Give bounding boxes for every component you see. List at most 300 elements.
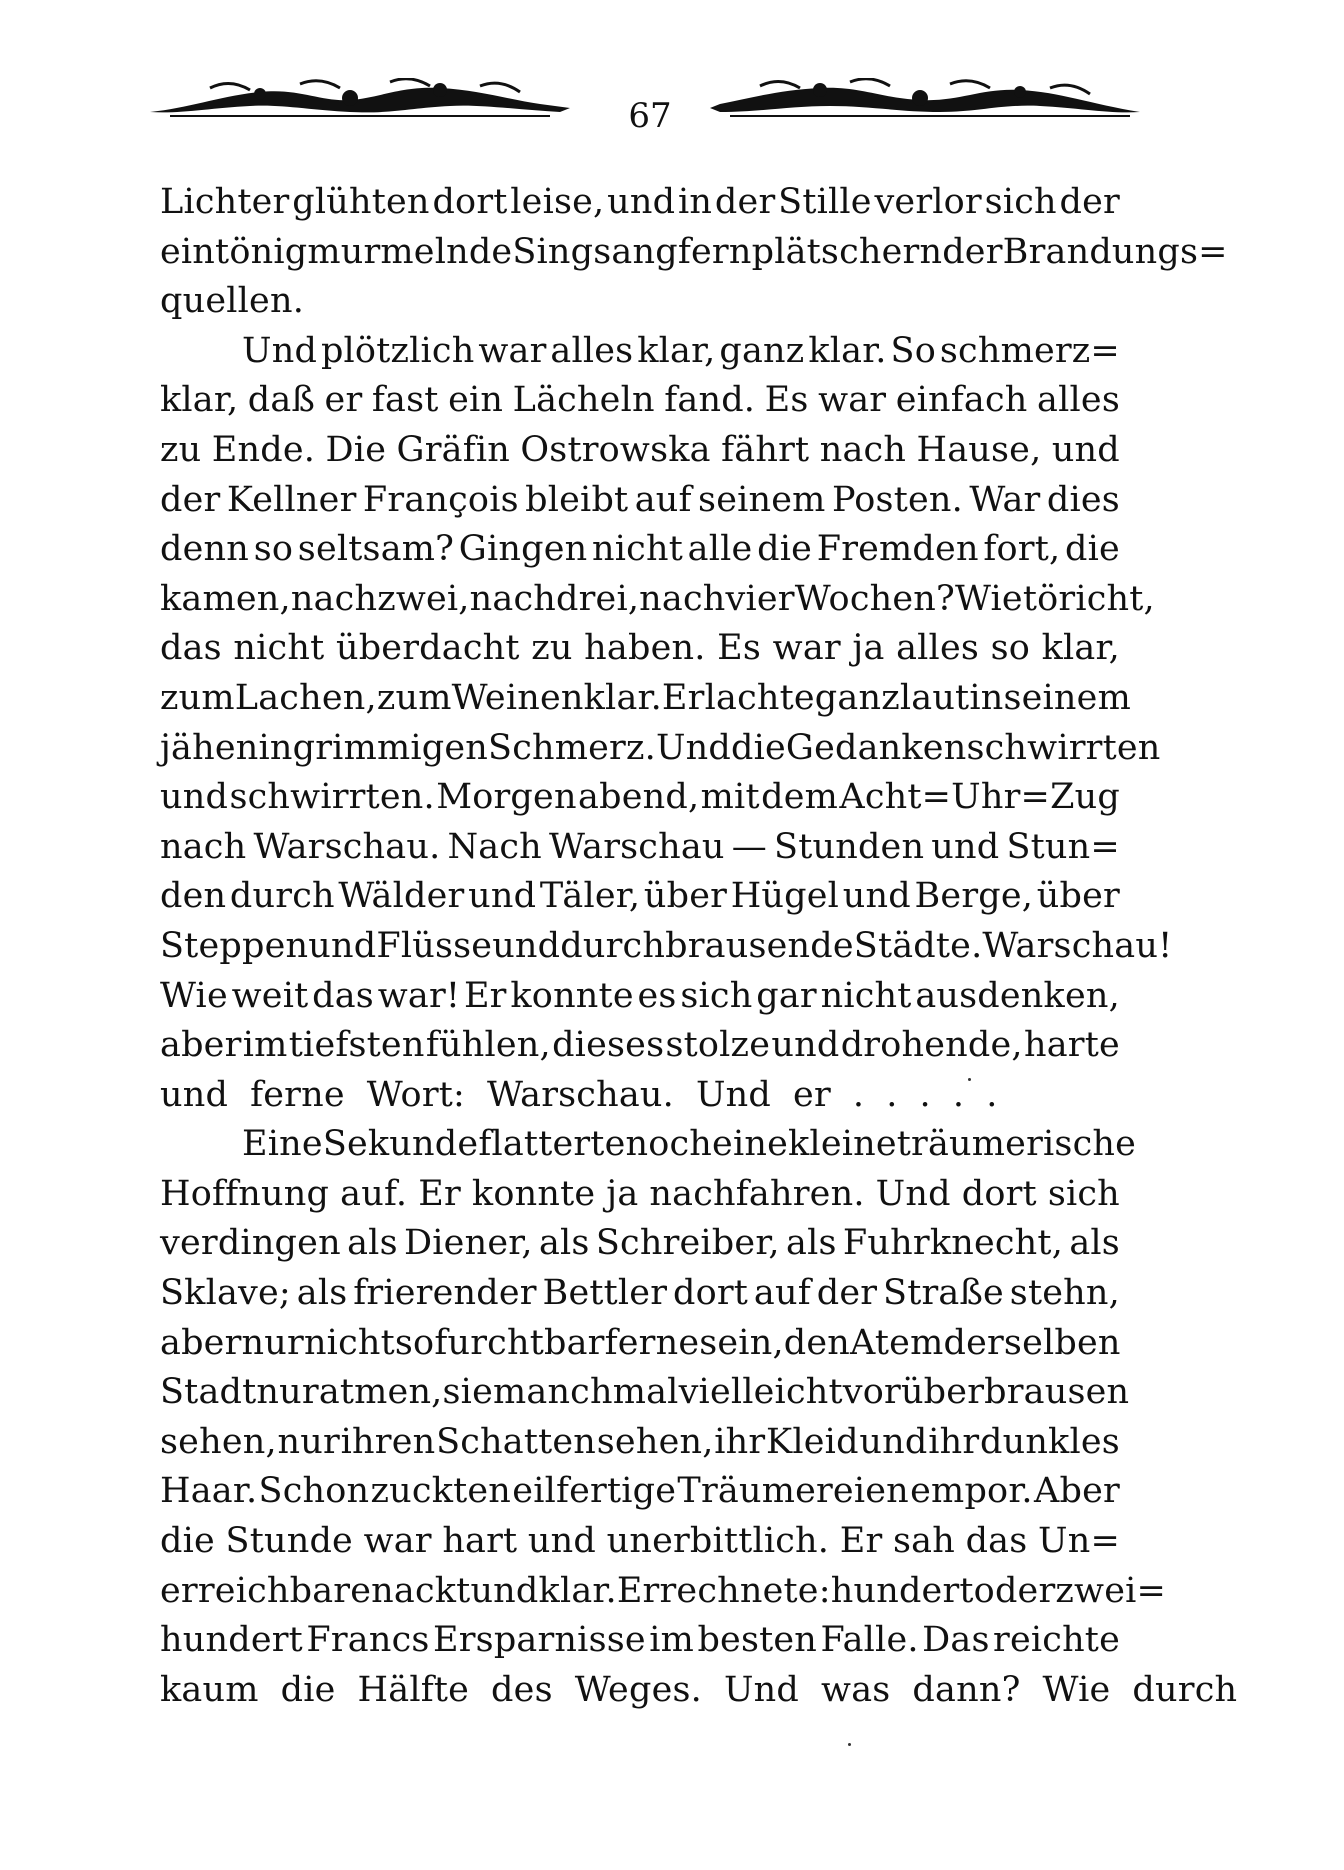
word: er bbox=[324, 380, 363, 421]
word: Schon bbox=[258, 1471, 370, 1512]
word: auf bbox=[753, 1273, 811, 1314]
text-line bbox=[160, 922, 1173, 972]
text-line bbox=[160, 1120, 1137, 1170]
word: Warschau bbox=[549, 826, 725, 867]
word: Nach bbox=[447, 826, 542, 867]
word: ganz bbox=[814, 677, 900, 718]
word: sein, bbox=[699, 1322, 784, 1363]
word: war bbox=[772, 628, 841, 669]
word: zuckten bbox=[370, 1471, 512, 1512]
word: Stun= bbox=[1006, 826, 1120, 867]
word: und bbox=[771, 1025, 840, 1066]
word: durch bbox=[1132, 1669, 1238, 1710]
word: Wie bbox=[160, 975, 228, 1016]
word: seinem bbox=[1003, 677, 1131, 718]
word: Gedanken bbox=[785, 727, 967, 768]
word: oder bbox=[973, 1570, 1056, 1611]
word: war bbox=[818, 380, 887, 421]
word: Es bbox=[717, 628, 762, 669]
word: haben. bbox=[584, 628, 706, 669]
word: Kleid bbox=[766, 1421, 859, 1462]
word: fernplätschernder bbox=[677, 231, 1003, 272]
word: seltsam? bbox=[297, 529, 455, 570]
word: vorüberbrausen bbox=[842, 1372, 1130, 1413]
word: es bbox=[637, 975, 677, 1016]
word: Es bbox=[764, 380, 809, 421]
word: Sklave; bbox=[160, 1273, 291, 1314]
word: schwirrten. bbox=[229, 777, 435, 818]
word: ferne bbox=[250, 1074, 345, 1115]
word: zum bbox=[376, 677, 452, 718]
word: auf. bbox=[340, 1173, 408, 1214]
text-line bbox=[160, 1616, 1120, 1666]
word: nach bbox=[160, 826, 247, 867]
word: François bbox=[362, 479, 519, 520]
word: und bbox=[468, 876, 537, 917]
text-line bbox=[160, 1517, 1120, 1567]
text-line bbox=[160, 476, 1120, 526]
word: Schatten bbox=[436, 1421, 597, 1462]
word: schmerz= bbox=[939, 330, 1120, 371]
word: nackt bbox=[371, 1570, 471, 1611]
word: hart bbox=[442, 1521, 518, 1562]
word: — bbox=[731, 826, 767, 867]
word: nicht bbox=[820, 975, 912, 1016]
word: ja bbox=[852, 628, 885, 669]
word: ferne bbox=[604, 1322, 700, 1363]
word: murmelnde bbox=[307, 231, 513, 272]
text-line bbox=[160, 674, 1131, 724]
word: und bbox=[842, 876, 911, 917]
word: stolze bbox=[665, 1025, 771, 1066]
word: leise, bbox=[510, 182, 605, 222]
word: Fuhrknecht, bbox=[842, 1223, 1064, 1264]
word: sie bbox=[442, 1372, 493, 1413]
word: Er bbox=[839, 1521, 883, 1562]
word: die bbox=[1064, 529, 1120, 570]
word: furchtbar bbox=[434, 1322, 605, 1363]
word: Singsang bbox=[512, 231, 678, 272]
word: ihr bbox=[714, 1421, 766, 1462]
word: Die bbox=[325, 429, 387, 470]
word: klar, bbox=[1041, 628, 1120, 669]
word: So bbox=[890, 330, 936, 371]
word: besten bbox=[697, 1620, 818, 1661]
word: verdingen bbox=[160, 1223, 341, 1264]
word: Lichter bbox=[160, 182, 290, 222]
text-line bbox=[160, 525, 1120, 575]
text-line bbox=[160, 1269, 1120, 1319]
word: daß bbox=[247, 380, 316, 421]
word: dort bbox=[961, 1173, 1037, 1214]
text-line bbox=[160, 1219, 1120, 1269]
word: brausende bbox=[665, 925, 854, 966]
word: Stadt bbox=[160, 1372, 257, 1413]
word: nachfahren. bbox=[649, 1173, 865, 1214]
word: laut bbox=[899, 677, 970, 718]
word: Eine bbox=[242, 1124, 323, 1165]
word: des bbox=[491, 1669, 553, 1710]
word: und bbox=[492, 925, 561, 966]
word: so bbox=[990, 628, 1031, 669]
word: vier bbox=[725, 578, 795, 619]
word: im bbox=[649, 1620, 695, 1661]
word: jähen bbox=[160, 727, 259, 768]
word: dort bbox=[432, 182, 508, 222]
text-line bbox=[160, 228, 1228, 278]
word: als bbox=[296, 1273, 348, 1314]
text-line bbox=[160, 376, 1120, 426]
text-line bbox=[160, 724, 1161, 774]
word: sehen, bbox=[596, 1421, 714, 1462]
word: Kellner bbox=[226, 479, 357, 520]
word: frierender bbox=[353, 1273, 537, 1314]
word: Wort: bbox=[366, 1074, 466, 1115]
word: klar, bbox=[637, 330, 716, 371]
word: Gingen bbox=[458, 529, 588, 570]
word: die bbox=[757, 529, 813, 570]
right-ornament-icon bbox=[710, 78, 1140, 126]
left-ornament-icon bbox=[150, 78, 570, 126]
word: Ersparnisse bbox=[432, 1620, 646, 1661]
word: aber bbox=[160, 1025, 242, 1066]
word: eintönig bbox=[160, 231, 308, 272]
word: sah bbox=[893, 1521, 955, 1562]
word: als bbox=[538, 1223, 590, 1264]
text-line bbox=[160, 823, 1120, 873]
word: in bbox=[969, 677, 1004, 718]
word: durch bbox=[229, 876, 335, 917]
word: als bbox=[786, 1223, 837, 1264]
word: überdacht bbox=[335, 628, 520, 669]
word: Schreiber, bbox=[595, 1223, 780, 1264]
word: eilfertige bbox=[512, 1471, 677, 1512]
text-line bbox=[160, 624, 1120, 674]
text-line bbox=[160, 773, 1120, 823]
word: durch bbox=[560, 925, 666, 966]
word: fort, bbox=[983, 529, 1061, 570]
word: alles bbox=[550, 330, 634, 371]
word: . bbox=[919, 1074, 931, 1115]
word: und bbox=[607, 182, 676, 222]
word: zu bbox=[160, 429, 202, 470]
word: kamen, bbox=[160, 578, 291, 619]
word: und bbox=[160, 1074, 229, 1115]
word: und bbox=[1051, 429, 1120, 470]
word: klar, bbox=[160, 380, 239, 421]
word: Städte. bbox=[853, 925, 983, 966]
word: Wochen? bbox=[794, 578, 955, 619]
word: Hälfte bbox=[357, 1669, 470, 1710]
word: Hügel bbox=[730, 876, 840, 917]
word: dann? bbox=[912, 1669, 1021, 1710]
word: Er bbox=[463, 975, 507, 1016]
word: das bbox=[160, 628, 222, 669]
word: eine bbox=[712, 1124, 789, 1165]
word: nach bbox=[639, 578, 726, 619]
word: klar. bbox=[538, 1570, 617, 1611]
word: über bbox=[643, 876, 728, 917]
word: drohende, bbox=[840, 1025, 1023, 1066]
word: klar. bbox=[583, 677, 662, 718]
word: ja bbox=[606, 1173, 639, 1214]
word: konnte bbox=[471, 1173, 596, 1214]
word: Francs bbox=[306, 1620, 430, 1661]
text-line bbox=[160, 426, 1120, 476]
word: derselben bbox=[943, 1322, 1121, 1363]
word: tiefsten bbox=[288, 1025, 425, 1066]
word: bleibt bbox=[525, 479, 629, 520]
word: auf bbox=[634, 479, 692, 520]
word: fast bbox=[371, 380, 439, 421]
word: empor. bbox=[910, 1471, 1033, 1512]
word: Morgen bbox=[436, 777, 577, 818]
word: Und bbox=[695, 1074, 772, 1115]
word: zum bbox=[160, 677, 235, 718]
word: Weinen bbox=[451, 677, 584, 718]
word: schwirrten bbox=[966, 727, 1161, 768]
word: ingrimmigen bbox=[258, 727, 489, 768]
word: verlor bbox=[874, 182, 982, 222]
word: weit bbox=[231, 975, 309, 1016]
word: in bbox=[678, 182, 713, 222]
word: . bbox=[852, 1074, 865, 1115]
word: mit bbox=[700, 777, 760, 818]
word: reichte bbox=[993, 1620, 1120, 1661]
word: stehn, bbox=[1009, 1273, 1120, 1314]
word: der bbox=[714, 182, 776, 222]
word: Haar. bbox=[160, 1471, 258, 1512]
page-header bbox=[150, 70, 1140, 136]
text-line bbox=[160, 972, 1120, 1022]
word: zu bbox=[531, 628, 573, 669]
text-line bbox=[160, 1170, 1120, 1220]
word: die bbox=[160, 1521, 215, 1562]
word: Bettler bbox=[542, 1273, 668, 1314]
word: harte bbox=[1023, 1025, 1120, 1066]
word: Stunden bbox=[774, 826, 925, 867]
word: so bbox=[253, 529, 294, 570]
word: Aber bbox=[1033, 1471, 1120, 1512]
word: was bbox=[821, 1669, 891, 1710]
word: alles bbox=[1037, 380, 1120, 421]
word: ihren bbox=[340, 1421, 436, 1462]
word: die bbox=[280, 1669, 336, 1710]
word: und bbox=[470, 1570, 539, 1611]
word: ausdenken, bbox=[915, 975, 1120, 1016]
text-line bbox=[160, 1319, 1120, 1369]
word: träumerische bbox=[896, 1124, 1137, 1165]
word: und bbox=[931, 826, 1000, 867]
word: ihr bbox=[928, 1421, 980, 1462]
text-line bbox=[160, 277, 1120, 327]
word: lachte bbox=[704, 677, 815, 718]
word: und bbox=[527, 1521, 597, 1562]
text-line bbox=[160, 327, 1120, 377]
word: dies bbox=[1046, 479, 1120, 520]
word: über bbox=[1036, 876, 1120, 917]
word: Lächeln bbox=[512, 380, 655, 421]
word: Und bbox=[242, 330, 318, 371]
word: Hause, bbox=[916, 429, 1042, 470]
word: Posten. bbox=[831, 479, 963, 520]
word: so bbox=[394, 1322, 435, 1363]
word: einfach bbox=[895, 380, 1028, 421]
word: Stunde bbox=[225, 1521, 353, 1562]
word: rechnete: bbox=[659, 1570, 831, 1611]
word: Straße bbox=[883, 1273, 1004, 1314]
text-line bbox=[160, 1666, 1238, 1716]
word: Acht=Uhr=Zug bbox=[839, 777, 1120, 818]
word: flatterte bbox=[478, 1124, 626, 1165]
word: der bbox=[1059, 182, 1120, 222]
word: und bbox=[308, 925, 377, 966]
word: war bbox=[478, 330, 547, 371]
word: Steppen bbox=[160, 925, 309, 966]
word: nur bbox=[241, 1322, 304, 1363]
word: alle bbox=[687, 529, 753, 570]
word: Brandungs= bbox=[1002, 231, 1228, 272]
word: alles bbox=[896, 628, 980, 669]
text-line bbox=[160, 575, 1155, 625]
word: War bbox=[969, 479, 1041, 520]
word: Fremden bbox=[816, 529, 979, 570]
word: Und bbox=[875, 1173, 951, 1214]
word: nicht bbox=[592, 529, 683, 570]
word: war bbox=[363, 1521, 432, 1562]
word: er bbox=[793, 1074, 831, 1115]
word: manchmal bbox=[492, 1372, 679, 1413]
page-number: 67 bbox=[628, 96, 672, 136]
word: als bbox=[1069, 1223, 1120, 1264]
word: gar bbox=[756, 975, 817, 1016]
word: Träumereien bbox=[677, 1471, 909, 1512]
word: Gräfin bbox=[396, 429, 510, 470]
word: konnte bbox=[510, 975, 634, 1016]
word: seinem bbox=[698, 479, 826, 520]
word: Un= bbox=[1038, 1521, 1120, 1562]
word: denn bbox=[160, 529, 250, 570]
word: der bbox=[816, 1273, 878, 1314]
word: nach bbox=[469, 578, 556, 619]
word: plötzlich bbox=[320, 330, 475, 371]
word: ein bbox=[448, 380, 504, 421]
word: nicht bbox=[303, 1322, 395, 1363]
word: quellen. bbox=[160, 281, 305, 322]
word: Ende. bbox=[211, 429, 316, 470]
word: Er bbox=[661, 677, 705, 718]
word: töricht, bbox=[1022, 578, 1155, 619]
word: sich bbox=[984, 182, 1057, 222]
print-speck bbox=[968, 1078, 971, 1081]
word: nicht bbox=[233, 628, 325, 669]
word: das bbox=[965, 1521, 1028, 1562]
word: Er bbox=[616, 1570, 660, 1611]
text-line bbox=[160, 1071, 1120, 1121]
word: . bbox=[886, 1074, 898, 1115]
text-line bbox=[160, 1021, 1120, 1071]
word: aber bbox=[160, 1322, 242, 1363]
word: Sekunde bbox=[322, 1124, 479, 1165]
word: den bbox=[783, 1322, 851, 1363]
word: Berge, bbox=[914, 876, 1034, 917]
word: kleine bbox=[788, 1124, 897, 1165]
word: der bbox=[160, 479, 221, 520]
word: Das bbox=[922, 1620, 990, 1661]
word: nach bbox=[819, 429, 907, 470]
word: drei, bbox=[556, 578, 640, 619]
text-line bbox=[160, 178, 1120, 228]
word: Lachen, bbox=[234, 677, 377, 718]
word: dunkles bbox=[979, 1421, 1120, 1462]
word: zwei= bbox=[1055, 1570, 1167, 1611]
word: und bbox=[859, 1421, 928, 1462]
word: zwei, bbox=[377, 578, 470, 619]
print-speck bbox=[848, 1743, 851, 1746]
word: abend, bbox=[578, 777, 700, 818]
word: atmen, bbox=[318, 1372, 443, 1413]
text-line bbox=[160, 1368, 1130, 1418]
word: Wie bbox=[1042, 1669, 1111, 1710]
word: Falle. bbox=[820, 1620, 919, 1661]
word: . bbox=[952, 1074, 965, 1115]
word: das bbox=[312, 975, 374, 1016]
word: Atem bbox=[850, 1322, 944, 1363]
word: sich bbox=[1047, 1173, 1120, 1214]
word: Warschau. bbox=[253, 826, 441, 867]
word: hundert bbox=[830, 1570, 974, 1611]
word: Warschau. bbox=[487, 1074, 674, 1115]
word: dieses bbox=[552, 1025, 665, 1066]
word: Schmerz. bbox=[488, 727, 656, 768]
word: Wie bbox=[954, 578, 1023, 619]
word: Hoffnung bbox=[160, 1173, 330, 1214]
word: Er bbox=[418, 1173, 461, 1214]
word: Diener, bbox=[404, 1223, 533, 1264]
word: fand. bbox=[664, 380, 756, 421]
word: den bbox=[160, 876, 227, 917]
word: und bbox=[160, 777, 229, 818]
word: Flüsse bbox=[376, 925, 493, 966]
word: nur bbox=[277, 1421, 340, 1462]
word: hundert bbox=[160, 1620, 303, 1661]
word: fühlen, bbox=[425, 1025, 551, 1066]
text-line bbox=[160, 1418, 1120, 1468]
word: dem bbox=[761, 777, 838, 818]
word: sehen, bbox=[160, 1421, 277, 1462]
word: als bbox=[347, 1223, 398, 1264]
word: kaum bbox=[160, 1669, 259, 1710]
word: nach bbox=[290, 578, 378, 619]
word: sich bbox=[680, 975, 753, 1016]
word: ganz bbox=[719, 330, 805, 371]
word: nur bbox=[256, 1372, 319, 1413]
text-line bbox=[160, 1467, 1120, 1517]
word: . bbox=[986, 1074, 998, 1115]
word: erreichbare bbox=[160, 1570, 372, 1611]
word: Warschau! bbox=[982, 925, 1173, 966]
text-line bbox=[160, 1567, 1167, 1617]
word: fährt bbox=[721, 429, 810, 470]
word: Und bbox=[723, 1669, 800, 1710]
word: Weges. bbox=[574, 1669, 702, 1710]
word: Ostrowska bbox=[520, 429, 711, 470]
word: Wälder bbox=[338, 876, 465, 917]
word: Stille bbox=[778, 182, 872, 222]
word: die bbox=[730, 727, 786, 768]
word: vielleicht bbox=[678, 1372, 843, 1413]
text-line bbox=[160, 872, 1120, 922]
